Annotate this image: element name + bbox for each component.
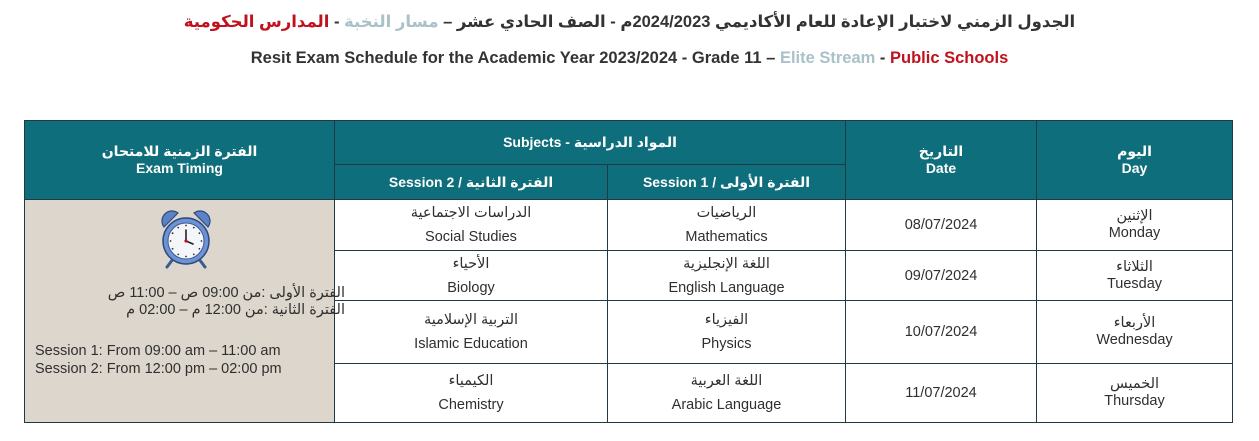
subject-ar: اللغة الإنجليزية [683,255,770,272]
table-row [25,200,1233,251]
header-day-ar: اليوم [1117,143,1152,159]
day-cell [1037,301,1233,364]
day-en: Monday [1108,225,1161,241]
title-arabic [0,12,1259,32]
day-en: Tuesday [1106,275,1163,292]
subject-en: Mathematics [685,229,768,245]
header-row [25,121,1233,165]
date-cell [846,251,1037,301]
date-cell [846,301,1037,364]
header-subjects [335,121,846,165]
day-en: Thursday [1104,393,1165,409]
subject-en: Physics [701,336,752,352]
subject-ar: الدراسات الاجتماعية [410,205,532,221]
day-cell [1037,200,1233,251]
date-value: 09/07/2024 [904,267,978,284]
title-ar-stream: مسار النخبة [344,13,439,31]
session-1-subject [608,200,846,251]
title-en-stream: Elite Stream [779,49,876,67]
date-value: 10/07/2024 [904,324,978,340]
header-date-ar: التاريخ [918,143,964,159]
alarm-clock-icon [156,207,216,269]
header-session-1 [608,165,846,200]
day-cell [1037,251,1233,301]
subject-en: Social Studies [425,229,517,245]
timing-en-session-2: Session 2: From 12:00 pm – 02:00 pm [35,361,282,377]
subject-en: Arabic Language [671,397,782,413]
exam-timing-cell [25,200,345,423]
timing-ar-session-1: الفترة الأولى :من 09:00 ص – 11:00 ص [107,285,345,301]
exam-schedule-table [24,120,1233,423]
subject-ar: الفيزياء [704,312,749,328]
date-cell [846,364,1037,423]
subject-en: Chemistry [438,397,504,413]
session-1-subject [608,364,846,423]
subject-ar: التربية الإسلامية [423,312,519,328]
title-ar-separator: - [329,13,345,31]
title-en-separator: - [875,49,890,67]
day-cell [1037,364,1233,423]
subject-ar: الرياضيات [696,205,757,221]
subject-en: Islamic Education [414,336,528,352]
session-1-subject [608,301,846,364]
header-date [846,121,1037,200]
day-ar: الإثنين [1116,208,1153,224]
date-value: 08/07/2024 [904,217,978,233]
subject-ar: الأحياء [452,255,490,272]
timing-ar-session-2: الفترة الثانية :من 12:00 م – 02:00 م [126,302,345,318]
session-2-subject [335,251,608,301]
header-session-2 [335,165,608,200]
subject-ar: اللغة العربية [690,373,763,389]
header-timing-ar: الفترة الزمنية للامتحان [101,143,258,159]
session-2-subject [335,301,608,364]
date-cell [846,200,1037,251]
title-ar-schools: المدارس الحكومية [183,13,330,31]
header-day [1037,121,1233,200]
session-1-subject [608,251,846,301]
session-2-subject [335,200,608,251]
header-day-en: Day [1121,160,1148,176]
header-date-en: Date [925,160,957,176]
subject-ar: الكيمياء [448,373,494,389]
title-en-schools: Public Schools [889,49,1009,67]
title-english [0,49,1259,68]
timing-en-session-1: Session 1: From 09:00 am – 11:00 am [35,343,281,359]
day-ar: الخميس [1109,376,1160,392]
header-subjects-label: Subjects - المواد الدراسية [503,134,677,150]
session-2-subject [335,364,608,423]
subject-en: Biology [447,279,495,296]
header-timing-en: Exam Timing [136,160,223,176]
title-ar-main: الجدول الزمني لاختبار الإعادة للعام الأكاديمي 2024/2023م - الصف الحادي عشر – [438,13,1076,31]
day-en: Wednesday [1096,332,1173,348]
day-ar: الأربعاء [1113,315,1156,331]
date-value: 11/07/2024 [905,385,977,401]
title-en-main: Resit Exam Schedule for the Academic Year 2023/2024 - Grade 11 – [250,49,780,67]
timing-arabic [55,285,345,319]
header-exam-timing [25,121,335,200]
subject-en: English Language [668,279,785,296]
header-session-1-label: Session 1 / الفترة الأولى [642,173,811,190]
timing-english [35,342,345,378]
day-ar: الثلاثاء [1116,258,1153,275]
header-session-2-label: Session 2 / الفترة الثانية [388,173,554,190]
